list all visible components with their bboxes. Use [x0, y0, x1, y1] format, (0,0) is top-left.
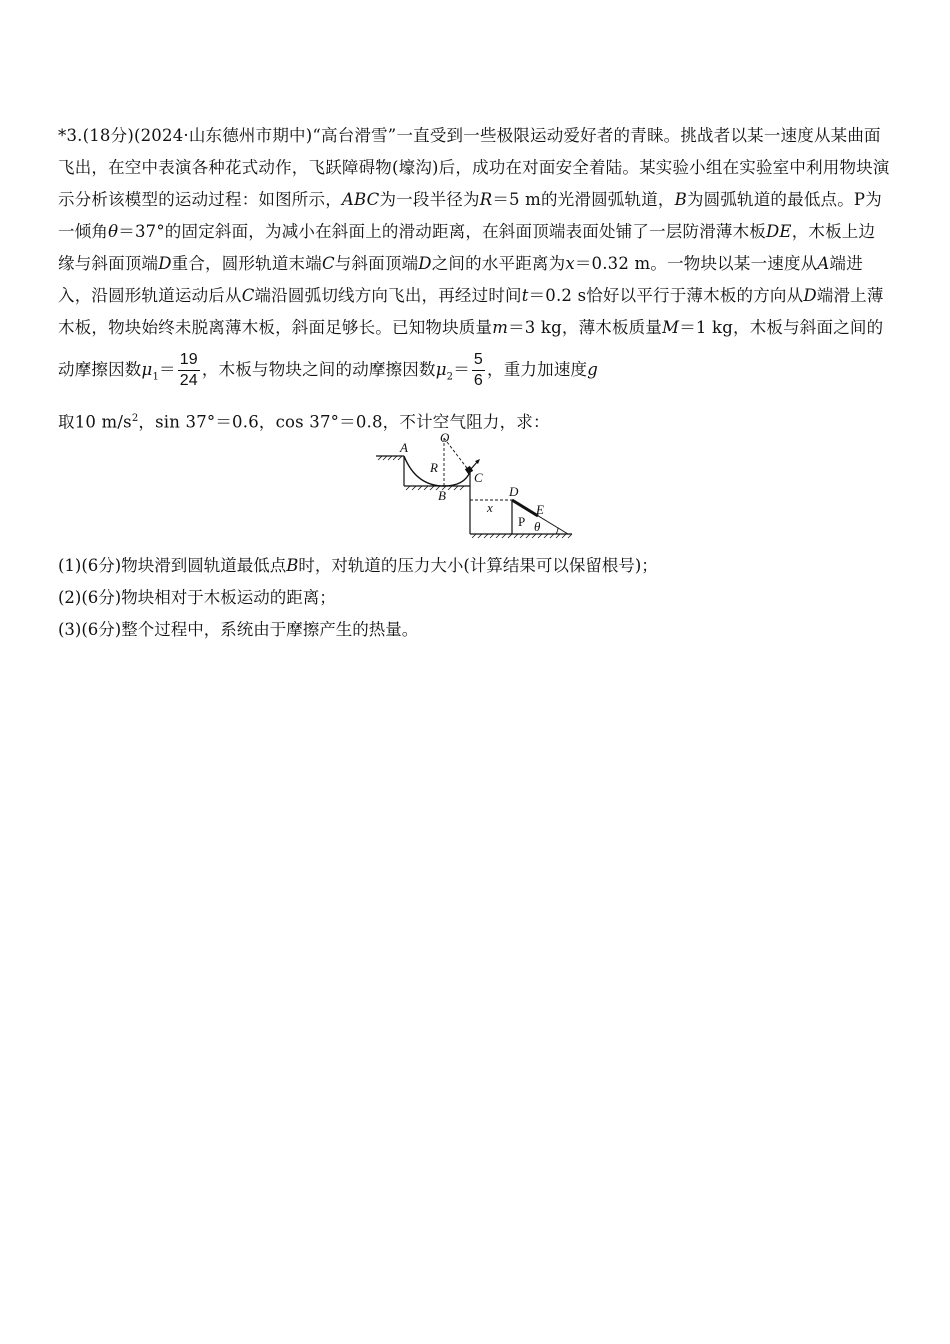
text-seg: ＝37°的固定斜面，为减小在斜面上的滑动距离，在斜面顶端表面处铺了一层防滑薄木板 — [118, 222, 766, 241]
text-seg: 重合，圆形轨道末端 — [171, 254, 322, 273]
label-d: D — [509, 484, 519, 499]
superscript: 2 — [131, 413, 139, 425]
questions — [58, 550, 890, 646]
var-r: R — [479, 190, 493, 209]
text-seg: 为一段半径为 — [379, 190, 480, 209]
question-3: (3)(6分)整个过程中，系统由于摩擦产生的热量。 — [58, 620, 419, 639]
text-seg: ，重力加速度 — [487, 360, 588, 379]
var-mu: μ — [141, 360, 153, 379]
var-d: D — [418, 254, 432, 273]
var-theta: θ — [108, 222, 119, 241]
subscript: 1 — [152, 371, 159, 383]
fraction-denominator: 24 — [179, 372, 198, 389]
text-seg: ，sin 37°＝0.6，cos 37°＝0.8，不计空气阻力，求： — [138, 412, 550, 432]
var-x: x — [565, 254, 575, 273]
label-r: R — [430, 460, 438, 475]
hatch-b — [406, 486, 464, 490]
fraction-denominator: 6 — [473, 372, 484, 389]
text-seg: 与斜面顶端 — [334, 254, 419, 273]
text-seg: (1)(6分)物块滑到圆轨道最低点 — [58, 556, 287, 575]
text-seg: 端滑上薄木板，物块始终未脱离薄木板，斜面足够长。已知物块质量 — [58, 286, 884, 337]
label-b: B — [438, 488, 446, 503]
text-seg: 取10 m/s — [58, 412, 132, 432]
var-abc: ABC — [341, 190, 380, 209]
problem-statement — [58, 120, 890, 439]
var-g: g — [587, 360, 598, 379]
text-seg: 之间的水平距离为 — [431, 254, 566, 273]
var-b: B — [674, 190, 687, 209]
text-seg: 为圆弧轨道的最低点。P为一倾角 — [58, 190, 882, 241]
diagram-svg — [372, 430, 578, 542]
mu1-expression — [141, 351, 202, 389]
label-c: C — [474, 470, 483, 485]
text-seg: ，木板与物块之间的动摩擦因数 — [201, 360, 436, 379]
var-de: DE — [766, 222, 792, 241]
angle-arc — [556, 528, 558, 534]
equals-sign: ＝ — [453, 360, 470, 379]
text-seg: ＝5 m的光滑圆弧轨道， — [492, 190, 675, 209]
label-p: P — [518, 514, 526, 529]
text-seg: ＝1 kg，木板与斜面之间的动摩擦因数 — [58, 318, 884, 379]
var-d: D — [158, 254, 172, 273]
var-mu: μ — [435, 360, 447, 379]
subscript: 2 — [446, 371, 454, 383]
var-big-m: M — [662, 318, 680, 337]
var-t: t — [521, 286, 529, 305]
question-2: (2)(6分)物块相对于木板运动的距离； — [58, 588, 336, 607]
var-d: D — [803, 286, 817, 305]
text-seg: ，木板上边缘与斜面顶端 — [58, 222, 876, 273]
fraction-mu2 — [472, 350, 485, 391]
text-seg: 端进入，沿圆形轨道运动后从 — [58, 254, 863, 305]
label-a: A — [400, 440, 408, 455]
var-b: B — [286, 556, 299, 575]
text-seg: ＝3 kg，薄木板质量 — [508, 318, 663, 337]
var-a: A — [817, 254, 830, 273]
label-theta: θ — [534, 519, 541, 534]
label-x: x — [487, 500, 493, 515]
label-e: E — [536, 502, 544, 517]
hatch-a — [378, 456, 402, 460]
var-c: C — [241, 286, 255, 305]
text-seg: ＝0.2 s恰好以平行于薄木板的方向从 — [528, 286, 804, 305]
problem-paragraph — [58, 120, 890, 439]
var-m: m — [492, 318, 509, 337]
problem-text-head: *3.(18分)(2024·山东德州市期中)“高台滑雪”一直受到一些极限运动爱好者的青睐。挑战者以某一速度从某曲面飞出，在空中表演各种花式动作，飞跃障碍物(壕沟)后，成功在对面安全着陆。某实验小组在实验室中利用物块演示分析该模型的运动过程：如图所示， — [58, 126, 890, 209]
text-seg: 时，对轨道的压力大小(计算结果可以保留根号)； — [298, 556, 658, 575]
fraction-numerator: 19 — [178, 350, 200, 371]
var-c: C — [321, 254, 335, 273]
fraction-mu1 — [178, 350, 200, 391]
question-1 — [58, 550, 890, 582]
mu2-expression — [435, 351, 487, 389]
text-seg: 端沿圆弧切线方向飞出，再经过时间 — [254, 286, 522, 305]
fraction-numerator: 5 — [472, 350, 485, 371]
equals-sign: ＝ — [159, 360, 176, 379]
physics-diagram — [372, 430, 578, 542]
label-o: O — [440, 430, 450, 445]
text-seg: ＝0.32 m。一物块以某一速度从 — [574, 254, 818, 273]
